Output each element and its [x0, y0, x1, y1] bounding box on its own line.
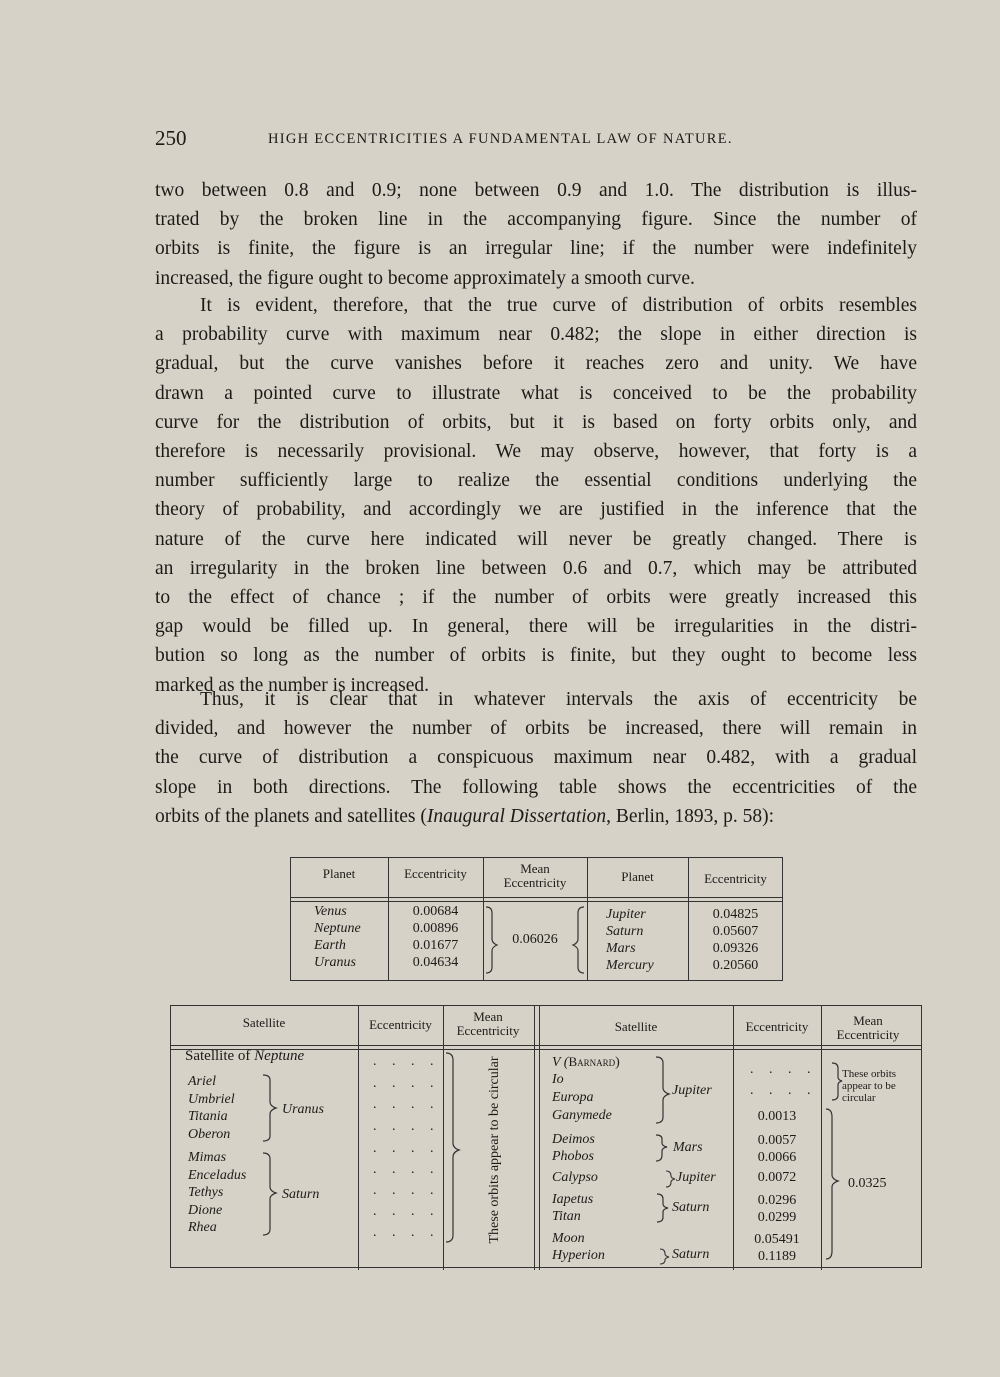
text-line: two between 0.8 and 0.9; none between 0.9 and 1.0. The distribution is illus-	[155, 180, 917, 201]
table-cell: . . . .	[373, 1183, 440, 1198]
table-cell: 0.04825	[712, 907, 759, 922]
group-label: Mars	[673, 1140, 703, 1155]
table-cell: . . . .	[373, 1076, 440, 1091]
table-cell: Io	[552, 1072, 564, 1087]
brace-lines	[170, 1005, 922, 1270]
group-label: Saturn	[672, 1200, 710, 1215]
table-cell: Iapetus	[552, 1192, 594, 1207]
table-cell: . . . .	[373, 1097, 440, 1112]
table-cell: Uranus	[314, 955, 357, 970]
table-cell: . . . .	[373, 1162, 440, 1177]
group-label: Jupiter	[676, 1170, 716, 1185]
column-header: Planet	[621, 869, 654, 884]
text-line: an irregularity in the broken line between 0.6 and 0.7, which may be attributed	[155, 557, 917, 579]
table-cell: Dione	[188, 1202, 223, 1218]
table-cell: Jupiter	[606, 907, 646, 922]
paragraph-1	[155, 176, 917, 293]
paragraph-2	[155, 291, 917, 700]
mean-eccentricity-value: 0.0325	[848, 1176, 887, 1191]
text-line: number sufficiently large to realize the essential conditions underlying the	[155, 470, 917, 492]
table-cell: Umbriel	[188, 1091, 235, 1107]
column-header: Satellite	[614, 1019, 658, 1034]
table-cell: . . . .	[750, 1083, 817, 1098]
group-label: Saturn	[282, 1187, 320, 1202]
table-cell: Ariel	[188, 1074, 216, 1089]
table-cell: 0.09326	[712, 941, 759, 956]
text-line: increased, the figure ought to become approximately a smooth curve.	[155, 267, 695, 289]
table-cell: . . . .	[373, 1141, 440, 1156]
paragraph-3	[155, 685, 917, 831]
column-header: Eccentricity	[369, 1017, 432, 1032]
table-cell: 0.0299	[757, 1210, 797, 1225]
column-header: Planet	[322, 866, 356, 881]
text-line: slope in both directions. The following table shows the eccentricities of the	[155, 776, 917, 798]
table-cell: Earth	[314, 938, 346, 953]
text-line: to the effect of chance ; if the number of orbits were greatly increased this	[155, 587, 917, 609]
table-cell: Mercury	[606, 958, 654, 973]
text-line: drawn a pointed curve to illustrate what is conceived to be the probability	[155, 382, 917, 404]
text-line: a probability curve with maximum near 0.482; the slope in either direction is	[155, 324, 917, 346]
table-cell: 0.1189	[758, 1249, 796, 1264]
table-cell: Satellite of Neptune	[185, 1048, 305, 1064]
table-cell: Titania	[188, 1109, 228, 1124]
text-line: marked as the number is increased.	[155, 674, 429, 696]
table-cell: 0.0072	[757, 1170, 797, 1185]
text-line: orbits is finite, the figure is an irregular line; if the number were indefinitely	[155, 238, 917, 260]
table-cell: 0.0066	[757, 1150, 797, 1165]
text-line: Thus, it is clear that in whatever intervals the axis of eccentricity be	[200, 689, 917, 710]
group-label: Jupiter	[672, 1083, 712, 1098]
column-header: Mean Eccentricity	[836, 1013, 900, 1042]
text-line: nature of the curve here indicated will never be greatly changed. There is	[155, 528, 917, 550]
table-cell: Phobos	[552, 1149, 594, 1164]
brace-lines	[290, 857, 783, 981]
table-cell: Neptune	[314, 921, 361, 936]
group-label: Uranus	[282, 1102, 325, 1117]
text-line: theory of probability, and accordingly we are justified in the inference that the	[155, 499, 917, 521]
table-cell: 0.20560	[712, 958, 759, 973]
column-header: Eccentricity	[745, 1019, 809, 1034]
table-cell: 0.00896	[412, 921, 459, 936]
circular-orbits-note: These orbits appear to be circular	[487, 1056, 502, 1244]
satellite-eccentricity-table	[170, 1005, 922, 1270]
table-cell: Tethys	[188, 1185, 224, 1200]
table-cell: 0.0296	[757, 1193, 797, 1208]
table-cell: 0.05607	[712, 924, 759, 939]
table-cell: Ganymede	[552, 1108, 612, 1123]
table-cell: 0.05491	[754, 1232, 800, 1247]
table-cell: Hyperion	[552, 1248, 605, 1263]
table-cell: . . . .	[373, 1204, 440, 1219]
text-line: the curve of distribution a conspicuous maximum near 0.482, with a gradual	[155, 747, 917, 769]
text-line: It is evident, therefore, that the true curve of distribution of orbits resembles	[200, 295, 917, 316]
table-cell: 0.00684	[412, 904, 459, 919]
table-cell: . . . .	[373, 1225, 440, 1240]
text-line: therefore is necessarily provisional. We may observe, however, that forty is a	[155, 441, 917, 463]
group-label: Saturn	[672, 1247, 710, 1262]
table-cell: . . . .	[373, 1119, 440, 1134]
column-header: Satellite	[242, 1015, 286, 1030]
column-header: Eccentricity	[704, 871, 767, 886]
table-cell: Titan	[552, 1209, 581, 1224]
table-cell: Mimas	[188, 1150, 227, 1165]
table-cell: 0.04634	[412, 955, 459, 970]
table-cell: Venus	[314, 904, 347, 919]
running-head: HIGH ECCENTRICITIES A FUNDAMENTAL LAW OF NATURE.	[268, 131, 733, 147]
table-cell: Saturn	[606, 924, 644, 939]
table-cell: 0.01677	[412, 938, 459, 953]
column-header: Eccentricity	[404, 866, 467, 881]
planet-eccentricity-table	[290, 857, 783, 981]
table-cell: . . . .	[373, 1054, 440, 1069]
table-cell: . . . .	[750, 1062, 817, 1077]
table-cell: Deimos	[552, 1132, 595, 1147]
table-cell: V (Barnard)	[552, 1054, 620, 1070]
table-cell: Oberon	[188, 1126, 231, 1142]
citation-title: Inaugural Dissertation	[426, 805, 607, 827]
table-cell: Enceladus	[188, 1167, 247, 1183]
column-header: Mean Eccentricity	[503, 861, 567, 890]
table-cell: Rhea	[188, 1220, 217, 1235]
table-cell: 0.0013	[757, 1109, 797, 1124]
mean-eccentricity-value: 0.06026	[512, 932, 558, 947]
table-note: These orbits appear to be circular	[842, 1068, 897, 1104]
text-line: bution so long as the number of orbits is finite, but they ought to become less	[155, 645, 917, 667]
text-line: orbits of the planets and satellites (Inaugural Dissertation, Berlin, 1893, p. 58):	[155, 805, 775, 827]
table-cell: Mars	[606, 941, 636, 956]
text-line: divided, and however the number of orbits be increased, there will remain in	[155, 718, 917, 740]
table-cell: Europa	[552, 1090, 594, 1105]
text-line: trated by the broken line in the accompanying figure. Since the number of	[155, 209, 917, 231]
text-line: gap would be filled up. In general, there will be irregularities in the distri-	[155, 616, 917, 638]
column-header: Mean Eccentricity	[456, 1009, 520, 1038]
page-number: 250	[155, 126, 187, 150]
text-line: curve for the distribution of orbits, but it is based on forty orbits only, and	[155, 411, 917, 433]
table-cell: 0.0057	[757, 1133, 797, 1148]
text-line: gradual, but the curve vanishes before it reaches zero and unity. We have	[155, 353, 917, 375]
table-cell: Moon	[552, 1231, 585, 1246]
table-cell: Calypso	[552, 1170, 598, 1185]
